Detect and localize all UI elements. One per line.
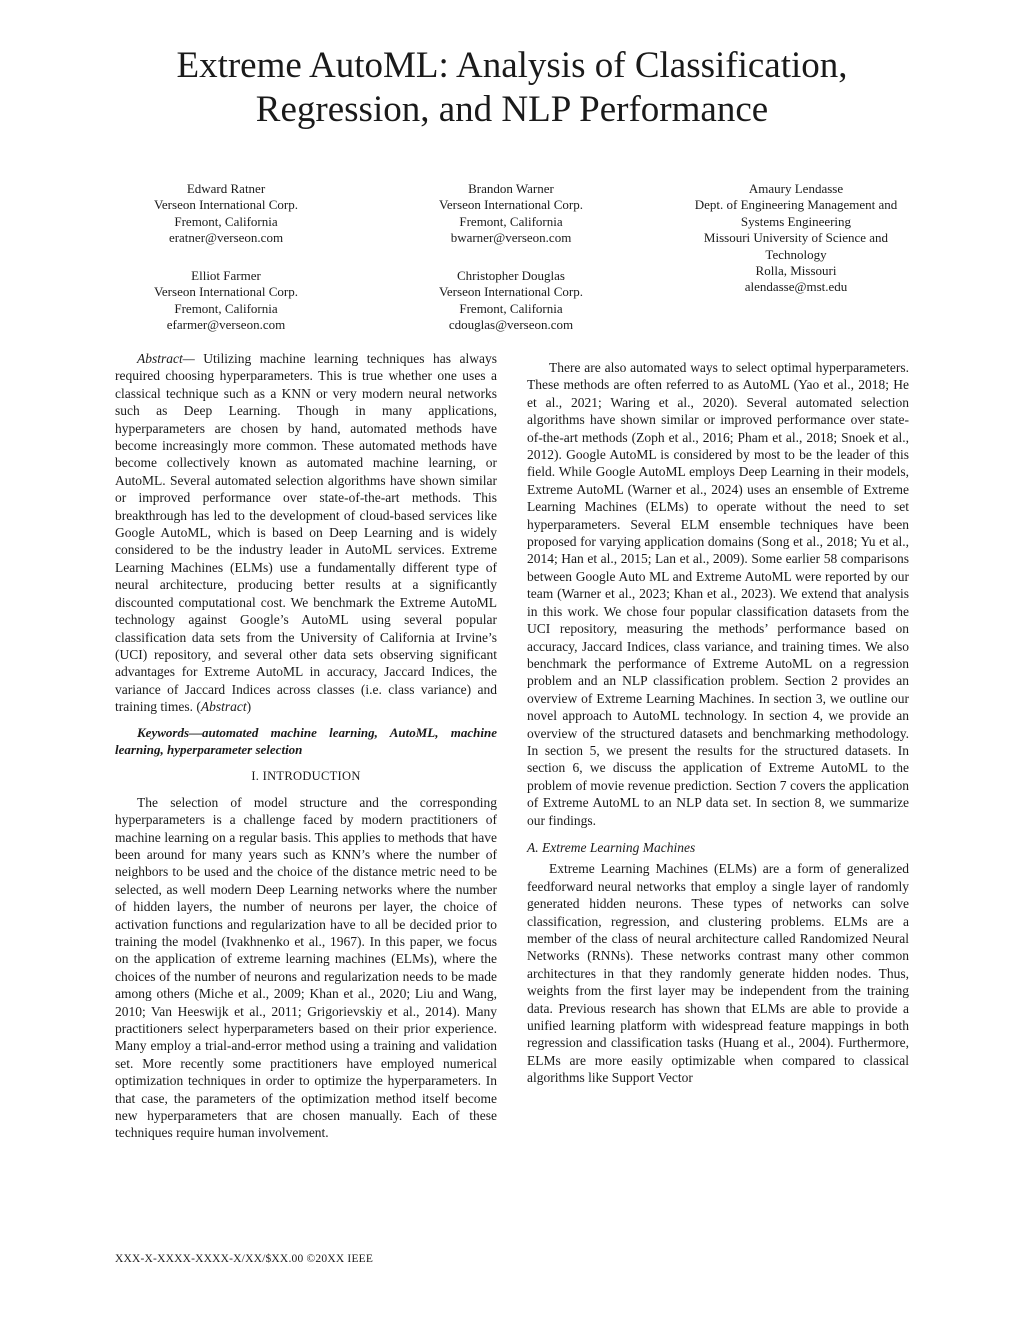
author-email: efarmer@verseon.com: [166, 317, 286, 333]
author-org: Verseon International Corp.: [438, 197, 584, 213]
intro-paragraph-1: The selection of model structure and the corresponding hyperparameters is a challenge faced by modern practitioners of machine learning on a regular basis. This applies to methods that have been around for many years such as KNN’s where the number of neighbors to be used and the choice of the distance metric need to be selected, as well modern Deep Learning networks where the number of hidden layers, the number of neurons per layer, the choice of activation functions and regularization have to all be decided prior to training the model (Ivakhnenko et al., 1967). In this paper, we focus on the application of extreme learning machines (ELMs), where the choices of the number of neurons and regularization needs to be made among others (Miche et al., 2009; Khan et al., 2020; Liu and Wang, 2010; Van Heeswijk et al., 2011; Grigorievskiy et al., 2014). Many practitioners select hyperparameters based on their prior experience. Many employ a trial-and-error method using a training and validation set. More recently some practitioners have employed numerical optimization techniques in order to optimize the hyperparameters. In that case, the parameters of the optimization method itself become new hyperparameters that are chosen manually. Each of these techniques require human involvement.: [115, 794, 497, 1141]
author-email: alendasse@mst.edu: [744, 279, 848, 295]
author-location: Fremont, California: [174, 213, 278, 229]
intro-paragraph-2: There are also automated ways to select optimal hyperparameters. These methods are often referred to as AutoML (Yao et al., 2018; He et al., 2021; Waring et al., 2020). Several automated selection algorithms have shown similar or improved performance over state-of-the-art methods (Zoph et al., 2016; Pham et al., 2018; Snoek et al., 2012). Google AutoML is considered by most to be the leader of this field. While Google AutoML employs Deep Learning in their models, Extreme AutoML (Warner et al., 2024) uses an ensemble of Extreme Learning Machines (ELMs) to operate without the need to set hyperparameters. Several ELM ensemble techniques have been proposed for varying application domains (Song et al., 2018; Yu et al., 2014; Han et al., 2015; Lan et al., 2009). Some earlier 58 comparisons between Google Auto ML and Extreme AutoML were reported by our team (Warner et al., 2023; Khan et al., 2023). We extend that analysis in this work. We chose four popular classification datasets from the UCI repository, measuring the methods’ performance based on accuracy, Jaccard Indices, class variance, and training times. We also benchmark the performance of Extreme AutoML on a regression problem and an NLP classification problem. Section 2 provides an overview of Extreme Learning Machines. In section 3, we outline our novel approach to AutoML technology. In section 4, we provide an overview of the structured datasets and benchmarking methodology. In section 5, we present the results for the structured datasets. In section 6, we discuss the application of Extreme AutoML to the problem of movie revenue prediction. Section 7 covers the application of Extreme AutoML to an NLP data set. In section 8, we summarize our findings.: [527, 360, 909, 828]
author-org: Verseon International Corp.: [153, 284, 299, 300]
author-email: eratner@verseon.com: [168, 230, 284, 246]
author-location: Fremont, California: [174, 300, 278, 316]
author-org: Verseon International Corp.: [153, 197, 299, 213]
title-line-1: Extreme AutoML: Analysis of Classification,: [176, 45, 848, 86]
author-block-1: [101, 181, 351, 247]
abstract-label: Abstract—: [137, 351, 195, 366]
section-heading-introduction: I. INTRODUCTION: [251, 769, 361, 784]
author-org: Verseon International Corp.: [438, 284, 584, 300]
author-location: Fremont, California: [459, 213, 563, 229]
author-org-2: Missouri University of Science and Technology: [703, 230, 889, 262]
author-block-4: [101, 268, 351, 334]
author-block-2: [386, 181, 636, 247]
title-line-2: Regression, and NLP Performance: [255, 89, 769, 130]
author-name: Christopher Douglas: [457, 268, 565, 283]
author-email: bwarner@verseon.com: [450, 230, 572, 246]
author-org: Dept. of Engineering Management and Systems Engineering: [694, 197, 898, 229]
author-location: Fremont, California: [459, 300, 563, 316]
keywords: Keywords—automated machine learning, AutoML, machine learning, hyperparameter selection: [115, 724, 497, 757]
elm-paragraph: Extreme Learning Machines (ELMs) are a form of generalized feedforward neural networks that employ a single layer of randomly generated hidden neurons. These types of networks can solve classification, regression, and clustering problems. ELMs are a member of the class of neural architecture called Randomized Neural Networks (RNNs). These networks contrast many other common architectures in that they randomly generate hidden nodes. Thus, weights from the first layer may be independent from the training data. Previous research has shown that ELMs are able to provide a unified learning platform with widespread feature mappings in both regression and classification tasks (Huang et al., 2004). Furthermore, ELMs are more easily optimizable when compared to classical algorithms like Support Vector: [527, 861, 909, 1086]
subsection-heading-elm: A. Extreme Learning Machines: [527, 839, 696, 855]
author-name: Brandon Warner: [468, 181, 554, 196]
author-block-3: [680, 181, 912, 296]
author-name: Amaury Lendasse: [748, 181, 844, 196]
author-block-5: [386, 268, 636, 334]
abstract-close: ): [246, 699, 252, 715]
left-column: [115, 350, 497, 1142]
copyright-footer: XXX-X-XXXX-XXXX-X/XX/$XX.00 ©20XX IEEE: [115, 1253, 374, 1265]
author-name: Elliot Farmer: [191, 268, 261, 283]
abstract: [115, 350, 497, 716]
author-location: Rolla, Missouri: [755, 263, 837, 279]
abstract-text: Utilizing machine learning techniques has always required choosing hyperparameters. This is true whether one uses a classical technique such as a KNN or very modern neural networks such as Deep Learning. Though in many applications, hyperparameters are chosen by hand, automated methods have become increasingly more common. These automated methods have become collectively known as automated machine learning, or AutoML. Several automated selection algorithms have shown similar or improved performance over state-of-the-art methods. This breakthrough has led to the development of cloud-based services like Google AutoML, which is based on Deep Learning and is widely considered to be the industry leader in AutoML services. Extreme Learning Machines (ELMs) use a fundamentally different type of neural architecture, producing better results at a significantly discounted computational cost. We benchmark the Extreme AutoML technology against Google’s AutoML using several popular classification data sets from the University of California at Irvine’s (UCI) repository, and several other data sets observing significant advantages for Extreme AutoML in accuracy, Jaccard Indices, the variance of Jaccard Indices across classes (i.e. class variance) and training times. (: [115, 351, 497, 715]
paper-title: [100, 44, 924, 132]
author-email: cdouglas@verseon.com: [448, 317, 574, 333]
right-column: [527, 350, 909, 1087]
author-name: Edward Ratner: [186, 181, 266, 196]
abstract-end-tag: Abstract: [200, 699, 247, 715]
